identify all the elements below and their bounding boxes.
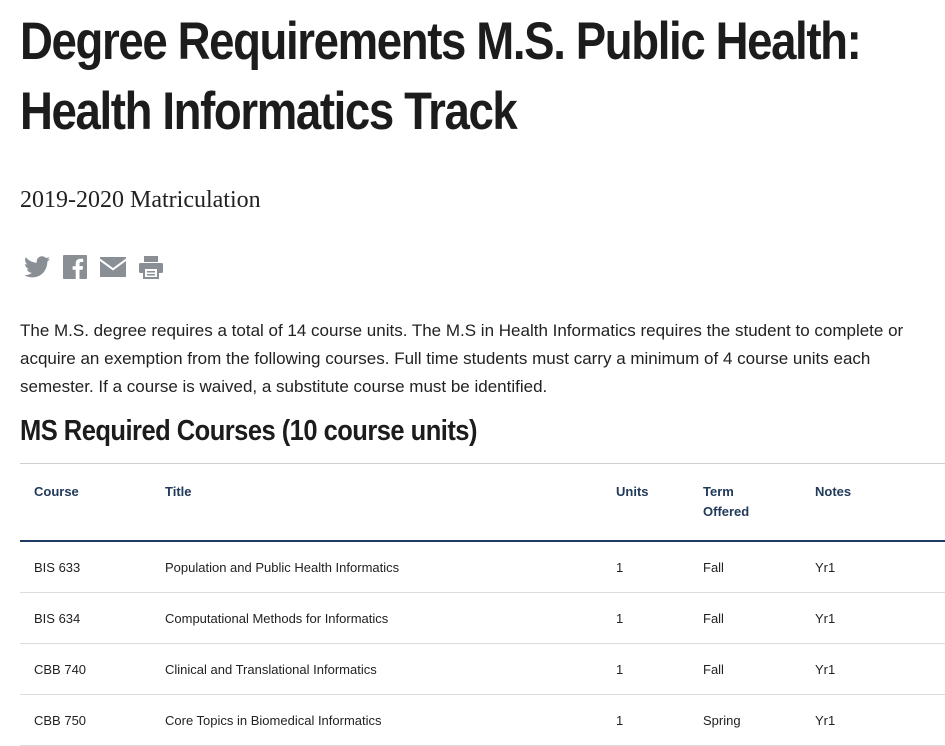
cell-course: CBB 740 bbox=[20, 644, 165, 695]
cell-notes: Yr1 bbox=[815, 541, 945, 593]
table-header-row bbox=[20, 464, 945, 542]
page-title: Degree Requirements M.S. Public Health: Health Informatics Track bbox=[20, 12, 861, 141]
facebook-icon[interactable] bbox=[62, 254, 88, 280]
page-subtitle: 2019-2020 Matriculation bbox=[20, 187, 261, 213]
cell-units: 1 bbox=[616, 644, 703, 695]
header-term-offered bbox=[703, 464, 815, 542]
cell-notes: Yr1 bbox=[815, 593, 945, 644]
cell-term: Fall bbox=[703, 593, 815, 644]
table-row bbox=[20, 541, 945, 593]
cell-term: Fall bbox=[703, 541, 815, 593]
cell-notes: Yr1 bbox=[815, 644, 945, 695]
cell-course: BIS 634 bbox=[20, 593, 165, 644]
cell-term: Spring bbox=[703, 695, 815, 746]
courses-table bbox=[20, 463, 945, 746]
cell-course: CBB 750 bbox=[20, 695, 165, 746]
cell-title: Computational Methods for Informatics bbox=[165, 593, 616, 644]
header-units: Units bbox=[616, 464, 703, 542]
print-icon[interactable] bbox=[138, 254, 164, 280]
cell-units: 1 bbox=[616, 541, 703, 593]
header-title: Title bbox=[165, 464, 616, 542]
cell-title: Population and Public Health Informatics bbox=[165, 541, 616, 593]
header-term-line1: Term bbox=[703, 484, 734, 499]
email-icon[interactable] bbox=[100, 254, 126, 280]
intro-paragraph: The M.S. degree requires a total of 14 course units. The M.S in Health Informatics requires the student to complete or acquire an exemption from the following courses. Full time students must carry a minimum of 4 course units each semester. If a course is waived, a substitute course must be identified. bbox=[20, 321, 904, 396]
table-row bbox=[20, 593, 945, 644]
twitter-icon[interactable] bbox=[24, 254, 50, 280]
header-term-line2: Offered bbox=[703, 504, 750, 519]
header-notes: Notes bbox=[815, 464, 945, 542]
cell-units: 1 bbox=[616, 695, 703, 746]
cell-notes: Yr1 bbox=[815, 695, 945, 746]
cell-term: Fall bbox=[703, 644, 815, 695]
table-row bbox=[20, 644, 945, 695]
header-course: Course bbox=[20, 464, 165, 542]
cell-course: BIS 633 bbox=[20, 541, 165, 593]
share-toolbar bbox=[24, 253, 945, 281]
section-heading: MS Required Courses (10 course units) bbox=[20, 415, 477, 447]
cell-title: Core Topics in Biomedical Informatics bbox=[165, 695, 616, 746]
table-row bbox=[20, 695, 945, 746]
cell-units: 1 bbox=[616, 593, 703, 644]
cell-title: Clinical and Translational Informatics bbox=[165, 644, 616, 695]
